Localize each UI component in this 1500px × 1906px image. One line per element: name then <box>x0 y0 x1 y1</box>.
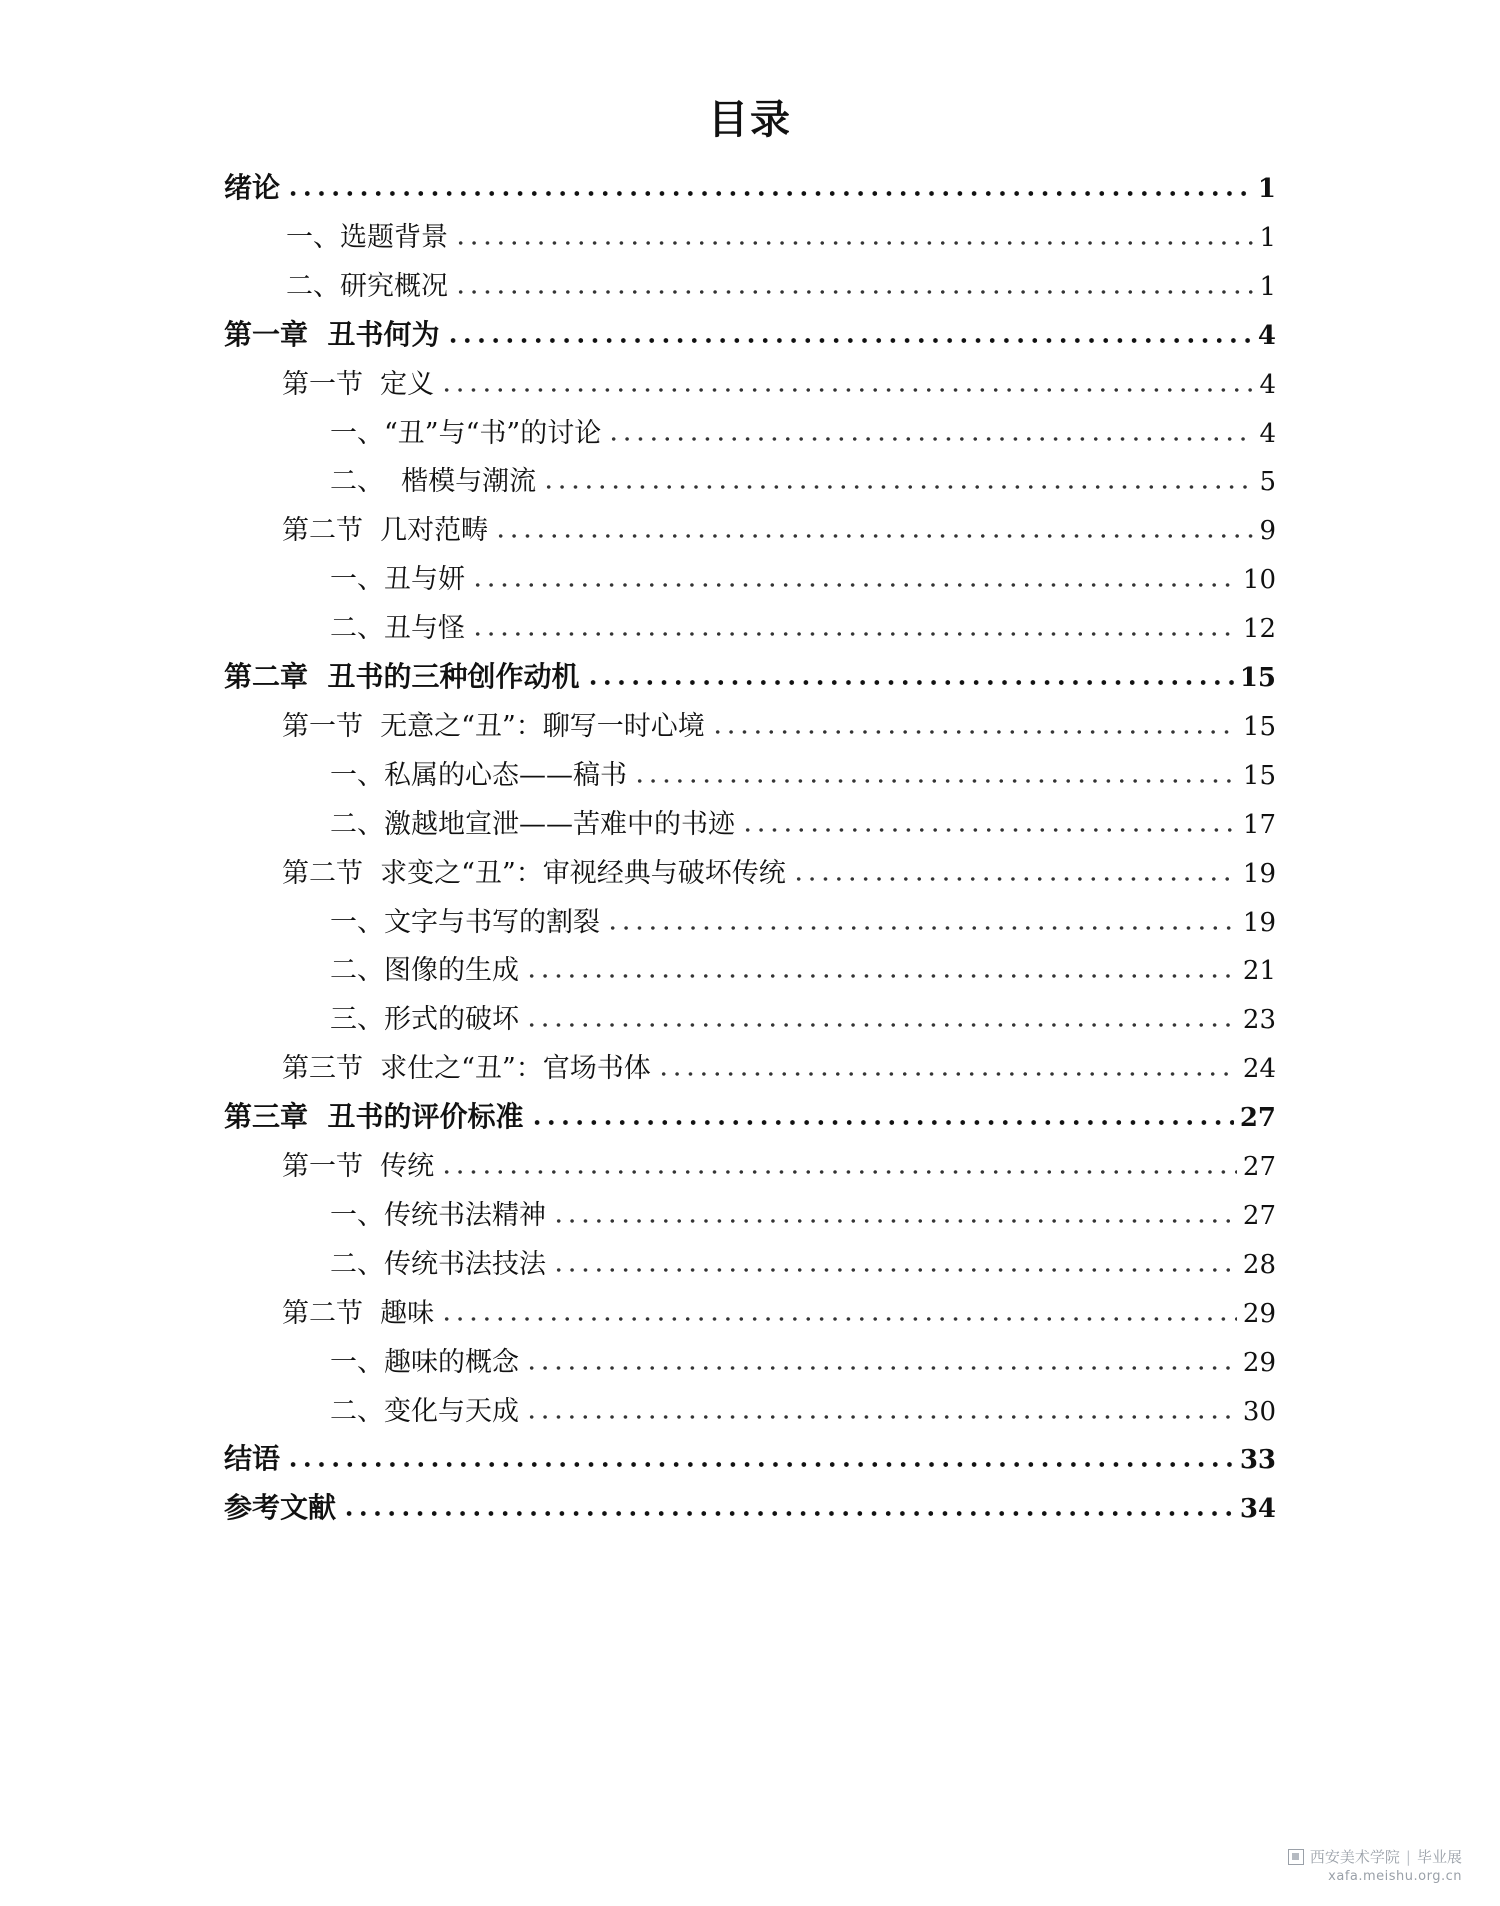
toc-section-entry[interactable] <box>282 492 1276 548</box>
toc-page-number: 4 <box>1257 320 1276 351</box>
page-title: 目录 <box>708 97 792 143</box>
toc-subsection-entry[interactable] <box>330 981 1276 1037</box>
toc-dot-leader <box>525 974 1237 978</box>
toc-entry-label: 第二章 丑书的三种创作动机 <box>224 660 580 693</box>
toc-dot-leader <box>607 437 1253 441</box>
toc-subsection-entry[interactable] <box>330 1373 1276 1429</box>
toc-page-number: 28 <box>1242 1249 1276 1280</box>
toc-page-number: 24 <box>1242 1054 1276 1085</box>
toc-entry-label: 第二节 趣味 <box>282 1297 435 1329</box>
toc-chapter-entry[interactable] <box>224 1079 1276 1135</box>
toc-page-number: 9 <box>1259 516 1276 547</box>
toc-section-entry[interactable] <box>282 688 1276 744</box>
toc-dot-leader <box>342 1511 1234 1516</box>
toc-subsection-entry[interactable] <box>330 786 1276 842</box>
toc-section-entry[interactable] <box>282 1030 1276 1086</box>
toc-dot-leader <box>657 1072 1237 1076</box>
toc-entry-label: 二、传统书法技法 <box>330 1248 546 1280</box>
school-logo-icon <box>1288 1849 1304 1865</box>
toc-entry-label: 第一节 定义 <box>282 368 435 400</box>
toc-subsection-entry[interactable] <box>330 884 1276 940</box>
toc-section-entry[interactable] <box>286 199 1276 255</box>
watermark: 西安美术学院 | 毕业展 xafa.meishu.org.cn <box>1288 1846 1462 1884</box>
toc-page-number: 29 <box>1242 1298 1276 1329</box>
toc-entry-label: 参考文献 <box>224 1491 337 1525</box>
toc-dot-leader <box>471 583 1237 587</box>
toc-page-number: 29 <box>1242 1347 1276 1378</box>
toc-dot-leader <box>454 290 1253 294</box>
toc-page-number: 12 <box>1242 614 1276 645</box>
toc-entry-label: 一、文字与书写的割裂 <box>330 906 600 938</box>
toc-subsection-entry[interactable] <box>330 541 1276 597</box>
toc-chapter-entry[interactable] <box>224 639 1276 695</box>
toc-dot-leader <box>286 191 1252 196</box>
toc-page-number: 1 <box>1259 271 1276 302</box>
toc-entry-label: 结语 <box>224 1442 281 1476</box>
toc-page-number: 5 <box>1259 467 1276 498</box>
toc-entry-label: 第二节 求变之“丑”：审视经典与破坏传统 <box>282 857 786 889</box>
toc-dot-leader <box>741 828 1237 832</box>
toc-chapter-entry[interactable] <box>224 150 1276 206</box>
watermark-suffix: 毕业展 <box>1416 1848 1462 1866</box>
toc-dot-leader <box>586 680 1234 685</box>
toc-entry-label: 二、图像的生成 <box>330 955 519 987</box>
toc-entry-label: 一、选题背景 <box>286 221 448 253</box>
toc-entry-label: 一、趣味的概念 <box>330 1346 519 1378</box>
watermark-org: 西安美术学院 <box>1309 1848 1400 1866</box>
toc-page-number: 27 <box>1242 1152 1276 1182</box>
toc-dot-leader <box>711 730 1237 734</box>
toc-dot-leader <box>454 241 1253 245</box>
toc-dot-leader <box>606 926 1237 930</box>
toc-dot-leader <box>471 632 1237 636</box>
toc-entry-label: 二、变化与天成 <box>330 1395 519 1427</box>
toc-subsection-entry[interactable] <box>330 932 1276 988</box>
toc-entry-label: 一、私属的心态——稿书 <box>330 759 627 791</box>
toc-page-number: 4 <box>1259 369 1276 400</box>
toc-page-number: 19 <box>1242 907 1276 938</box>
toc-subsection-entry[interactable] <box>330 395 1276 451</box>
toc-section-entry[interactable] <box>282 1128 1276 1184</box>
toc-entry-label: 第二节 几对范畴 <box>282 515 489 547</box>
toc-entry-label: 第一节 无意之“丑”：聊写一时心境 <box>282 710 705 742</box>
toc-page-number: 27 <box>1239 1103 1276 1134</box>
toc-dot-leader <box>633 779 1237 783</box>
toc-page-number: 21 <box>1242 956 1276 987</box>
toc-dot-leader <box>286 1462 1234 1467</box>
toc-subsection-entry[interactable] <box>330 443 1276 499</box>
toc-section-entry[interactable] <box>286 248 1276 304</box>
toc-entry-label: 一、“丑”与“书”的讨论 <box>330 417 602 449</box>
toc-dot-leader <box>552 1268 1237 1272</box>
toc-dot-leader <box>525 1415 1237 1419</box>
toc-page-number: 19 <box>1242 858 1276 889</box>
toc-section-entry[interactable] <box>282 1275 1276 1331</box>
toc-dot-leader <box>446 338 1252 343</box>
toc-page-number: 34 <box>1239 1494 1276 1525</box>
toc-entry-label: 第一节 传统 <box>282 1151 435 1182</box>
toc-dot-leader <box>440 1317 1237 1321</box>
toc-chapter-entry[interactable] <box>224 1421 1276 1477</box>
toc-page-number: 23 <box>1242 1005 1276 1036</box>
toc-page-number: 30 <box>1242 1396 1276 1427</box>
toc-entry-label: 二、丑与怪 <box>330 613 465 645</box>
toc-page-number: 4 <box>1259 418 1276 449</box>
toc-page-number: 27 <box>1242 1200 1276 1231</box>
toc-entry-label: 一、传统书法精神 <box>330 1199 546 1231</box>
toc-section-entry[interactable] <box>282 835 1276 891</box>
toc-entry-label: 一、丑与妍 <box>330 564 465 596</box>
toc-entry-label: 二、 楷模与潮流 <box>330 466 537 498</box>
toc-subsection-entry[interactable] <box>330 1324 1276 1380</box>
toc-dot-leader <box>440 1170 1237 1174</box>
toc-page-number: 17 <box>1242 809 1276 840</box>
toc-dot-leader <box>494 534 1253 538</box>
toc-chapter-entry[interactable] <box>224 1470 1276 1526</box>
toc-subsection-entry[interactable] <box>330 737 1276 793</box>
toc-subsection-entry[interactable] <box>330 1226 1276 1282</box>
toc-entry-label: 第三章 丑书的评价标准 <box>224 1100 524 1134</box>
toc-page-number: 15 <box>1239 663 1276 693</box>
toc-dot-leader <box>525 1366 1237 1370</box>
toc-subsection-entry[interactable] <box>330 1177 1276 1233</box>
toc-page-number: 10 <box>1242 565 1276 596</box>
toc-entry-label: 绪论 <box>224 171 281 204</box>
toc-dot-leader <box>552 1219 1237 1223</box>
watermark-url: xafa.meishu.org.cn <box>1328 1869 1462 1884</box>
toc-page-number: 1 <box>1257 174 1276 204</box>
toc-dot-leader <box>792 877 1237 881</box>
toc-dot-leader <box>440 388 1253 392</box>
toc-entry-label: 二、激越地宣泄——苦难中的书迹 <box>330 808 735 840</box>
toc-subsection-entry[interactable] <box>330 590 1276 646</box>
toc-page-number: 15 <box>1242 760 1276 791</box>
toc-dot-leader <box>525 1023 1237 1027</box>
toc-dot-leader <box>530 1120 1234 1125</box>
toc-entry-label: 第一章 丑书何为 <box>224 317 440 351</box>
toc-chapter-entry[interactable] <box>224 297 1276 353</box>
toc-page-number: 15 <box>1242 711 1276 742</box>
toc-section-entry[interactable] <box>282 346 1276 402</box>
toc-entry-label: 三、形式的破坏 <box>330 1004 519 1036</box>
toc-entry-label: 第三节 求仕之“丑”：官场书体 <box>282 1053 651 1085</box>
toc-dot-leader <box>542 485 1253 489</box>
toc-entry-label: 二、研究概况 <box>286 270 448 302</box>
toc-page-number: 1 <box>1259 222 1276 253</box>
toc-page-number: 33 <box>1239 1445 1276 1476</box>
